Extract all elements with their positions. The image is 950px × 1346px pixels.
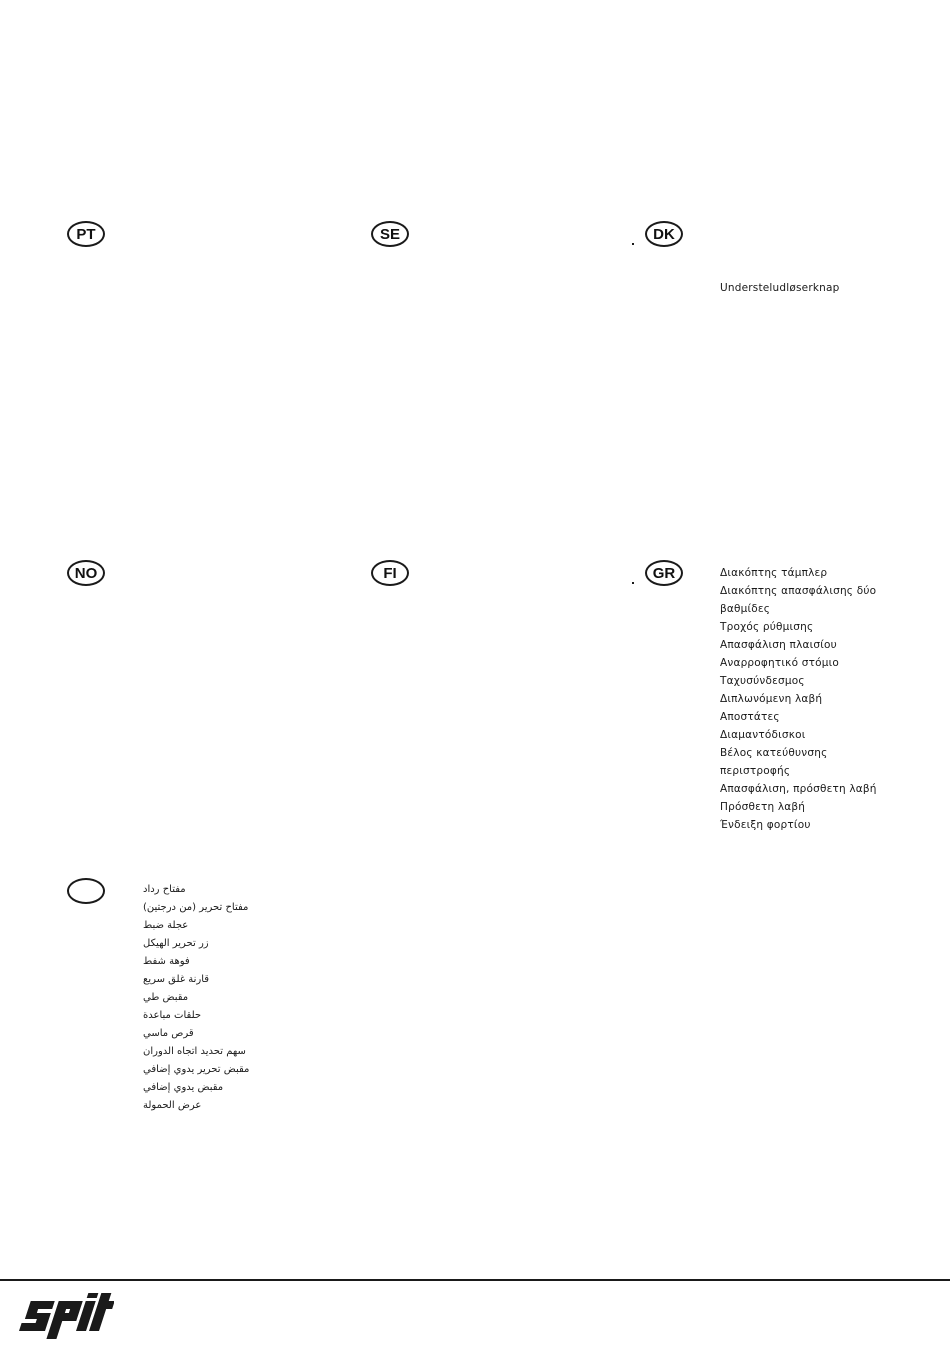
list-item: Διακόπτης τάμπλερ xyxy=(720,567,828,579)
dk-parts-list xyxy=(720,279,840,297)
language-code: DK xyxy=(653,225,675,243)
list-item: Τροχός ρύθμισης xyxy=(720,621,814,633)
language-badge-pt xyxy=(67,221,105,247)
list-item: Ταχυσύνδεσμος xyxy=(720,675,805,687)
list-item: عرض الحمولة xyxy=(143,1100,202,1111)
list-item: Αναρροφητικό στόμιο xyxy=(720,657,839,669)
language-code: NO xyxy=(74,564,98,582)
language-badge-fi xyxy=(371,560,409,586)
language-code: FI xyxy=(383,564,397,582)
marker-dot xyxy=(632,243,634,245)
list-item: عجلة ضبط xyxy=(143,920,189,931)
list-item: مقبض يدوي إضافي xyxy=(143,1082,224,1093)
list-item: Απασφάλιση πλαισίου xyxy=(720,639,837,651)
language-code: PT xyxy=(76,225,96,243)
list-item: βαθμίδες xyxy=(720,603,771,615)
list-item: قارنة غلق سريع xyxy=(143,974,210,985)
language-code: SE xyxy=(379,225,400,243)
list-item: Understeludløserknap xyxy=(720,282,840,294)
language-badge-se xyxy=(371,221,409,247)
language-badge-dk xyxy=(645,221,683,247)
list-item: زر تحرير الهيكل xyxy=(143,938,209,949)
list-item: حلقات مباعدة xyxy=(143,1010,202,1021)
marker-dot xyxy=(632,582,634,584)
list-item: مفتاح رداد xyxy=(143,884,186,895)
gr-parts-list xyxy=(720,564,877,834)
list-item: περιστροφής xyxy=(720,765,791,777)
list-item: Πρόσθετη λαβή xyxy=(720,801,806,813)
footer-divider xyxy=(0,1279,950,1281)
list-item: مفتاح تحرير (من درجتين) xyxy=(143,902,249,913)
list-item: Απασφάλιση, πρόσθετη λαβή xyxy=(720,783,877,795)
list-item: Ένδειξη φορτίου xyxy=(720,819,811,831)
language-code: GR xyxy=(652,564,676,582)
list-item: فوهة شفط xyxy=(143,956,190,967)
list-item: مقبض طي xyxy=(143,992,189,1003)
spit-logo xyxy=(18,1291,114,1345)
language-badge-gr xyxy=(645,560,683,586)
ar-parts-list xyxy=(143,881,303,1115)
language-badge-ar xyxy=(67,878,105,904)
language-badge-no xyxy=(67,560,105,586)
list-item: قرص ماسي xyxy=(143,1028,194,1039)
list-item: Διπλωνόμενη λαβή xyxy=(720,693,823,705)
list-item: Αποστάτες xyxy=(720,711,780,723)
list-item: سهم تحديد اتجاه الدوران xyxy=(143,1046,246,1057)
spit-logo-icon xyxy=(18,1291,114,1341)
list-item: مقبض تحرير يدوي إضافي xyxy=(143,1064,250,1075)
list-item: Διαμαντόδισκοι xyxy=(720,729,806,741)
list-item: Διακόπτης απασφάλισης δύο xyxy=(720,585,877,597)
list-item: Βέλος κατεύθυνσης xyxy=(720,747,828,759)
